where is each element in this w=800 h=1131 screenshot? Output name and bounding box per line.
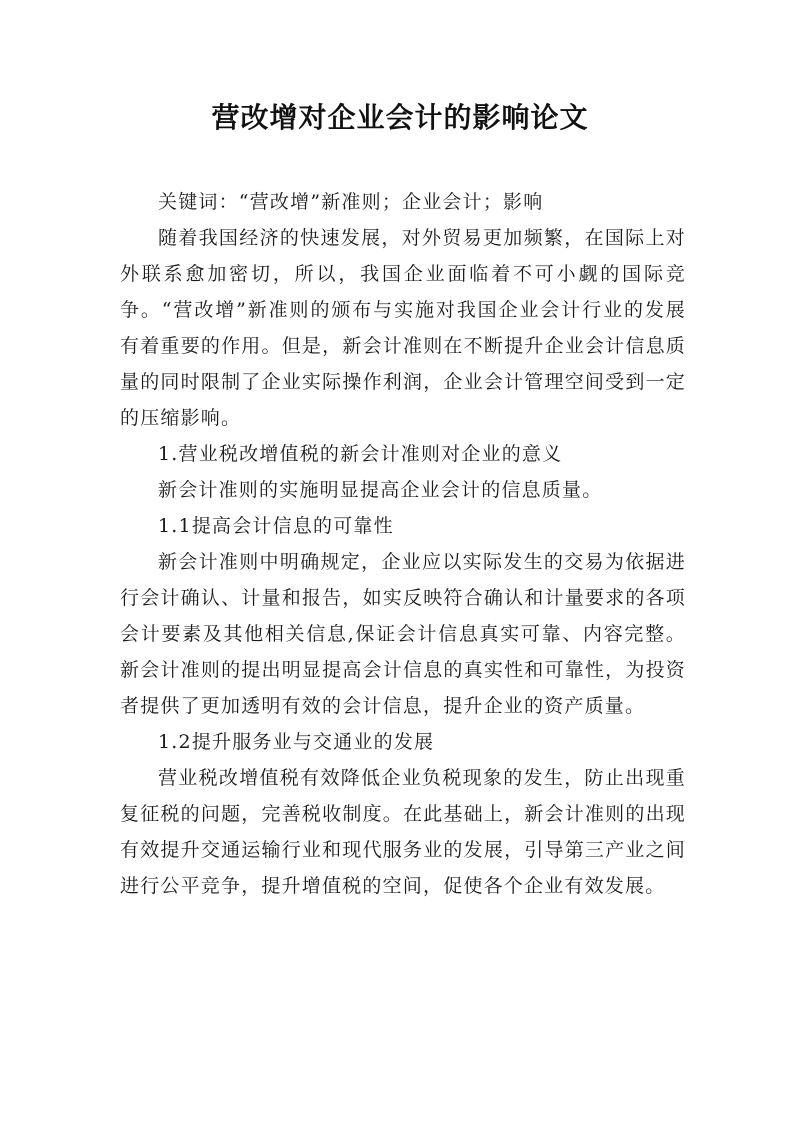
section-heading: 1.营业税改增值税的新会计准则对企业的意义	[158, 443, 563, 465]
body-paragraph: 随着我国经济的快速发展，对外贸易更加频繁，在国际上对外联系愈加密切，所以，我国企业面临着不可小觑的国际竞争。“营改增”新准则的颁布与实施对我国企业会计行业的发展有着重要的作用。但是，新会计准则在不断提升企业会计信息质量的同时限制了企业实际操作利润，企业会计管理空间受到一定的压缩影响。	[120, 227, 686, 429]
document-body	[120, 184, 686, 904]
subsection-heading: 1.2提升服务业与交通业的发展	[158, 731, 435, 753]
page-title: 营改增对企业会计的影响论文	[211, 101, 589, 134]
subsection-heading: 1.1提高会计信息的可靠性	[158, 515, 394, 537]
keywords-line: 关键词：“营改增”新准则；企业会计；影响	[158, 191, 544, 213]
body-paragraph: 新会计准则的实施明显提高企业会计的信息质量。	[158, 479, 603, 501]
body-paragraph: 营业税改增值税有效降低企业负税现象的发生，防止出现重复征税的问题，完善税收制度。在此基础上，新会计准则的出现有效提升交通运输行业和现代服务业的发展，引导第三产业之间进行公平竞争，提升增值税的空间，促使各个企业有效发展。	[120, 767, 686, 897]
body-paragraph: 新会计准则中明确规定，企业应以实际发生的交易为依据进行会计确认、计量和报告，如实反映符合确认和计量要求的各项会计要素及其他相关信息,保证会计信息真实可靠、内容完整。新会计准则的提出明显提高会计信息的真实性和可靠性，为投资者提供了更加透明有效的会计信息，提升企业的资产质量。	[120, 551, 686, 717]
